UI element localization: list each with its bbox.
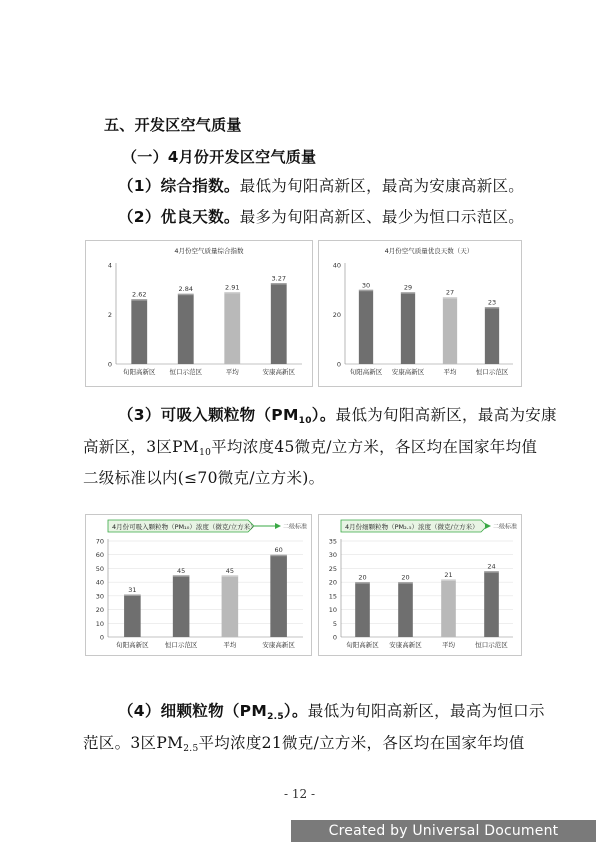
chart-pm10-svg: [86, 515, 311, 655]
x-tick-label: 恒口示范区: [475, 641, 508, 649]
data-label: 30: [361, 281, 371, 290]
data-label: 2.84: [178, 285, 193, 294]
y-tick-label: 70: [95, 537, 104, 546]
item-label: （2）优良天数。: [118, 208, 240, 226]
item-label: （1）综合指数。: [118, 177, 240, 195]
data-label: 20: [358, 573, 367, 582]
bar-highlight: [443, 297, 457, 299]
chart-good-days-svg: [319, 241, 521, 386]
y-tick-label: 5: [332, 619, 337, 628]
bar: [270, 555, 287, 637]
bar: [222, 575, 239, 637]
reference-label: 二级标准: [283, 523, 308, 531]
chart-pm25-svg: [319, 515, 521, 655]
paragraph-pm10-line2: 高新区，3区$PM_{10}$平均浓度45微克/立方米，各区均在国家年均值: [83, 438, 538, 458]
subsection-title: （一）4月份开发区空气质量: [122, 148, 317, 166]
x-tick-label: 恒口示范区: [169, 368, 202, 376]
chart-good-days: [318, 240, 522, 387]
bar: [398, 582, 413, 637]
data-label: 60: [274, 546, 283, 555]
y-tick-label: 0: [336, 360, 341, 369]
data-label: 24: [487, 562, 496, 571]
x-tick-label: 平均: [442, 641, 455, 649]
y-tick-label: 0: [107, 360, 112, 369]
item-label: （3）可吸入颗粒物$(PM_{10})$。: [118, 406, 336, 426]
y-tick-label: 10: [328, 606, 337, 615]
x-tick-label: 安康高新区: [391, 368, 425, 376]
bar: [131, 299, 147, 364]
bar: [355, 582, 370, 637]
section-title: 五、开发区空气质量: [104, 116, 242, 134]
data-label: 21: [444, 570, 453, 579]
item-text: 最多为旬阳高新区、最少为恒口示范区。: [239, 208, 525, 226]
data-label: 31: [128, 585, 137, 594]
paragraph-good-days: [118, 206, 525, 228]
bar: [443, 297, 457, 364]
y-tick-label: 20: [328, 578, 337, 587]
y-tick-label: 15: [328, 592, 337, 601]
data-label: 23: [487, 298, 497, 307]
bar: [401, 292, 415, 364]
bar: [178, 294, 194, 364]
data-label: 45: [225, 566, 235, 575]
y-tick-label: 30: [328, 551, 337, 560]
paragraph-pm25-line2: 范区。3区$PM_{2.5}$平均浓度21微克/立方米，各区均在国家年均值: [83, 734, 525, 754]
x-tick-label: 平均: [225, 368, 239, 376]
bar: [485, 307, 499, 364]
y-tick-label: 60: [95, 551, 104, 560]
page-number: - 12 -: [283, 787, 315, 801]
y-tick-label: 25: [328, 564, 337, 573]
x-tick-label: 恒口示范区: [164, 641, 198, 649]
data-label: 2.62: [132, 290, 147, 299]
y-tick-label: 40: [95, 578, 104, 587]
reference-arrow-icon: [485, 523, 491, 529]
bar-highlight: [224, 292, 240, 294]
x-tick-label: 安康高新区: [262, 368, 295, 376]
y-tick-label: 4: [107, 261, 112, 270]
paragraph-pm10-line3: 二级标准以内(≤70微克/立方米)。: [83, 469, 325, 487]
chart-title: 4月份空气质量综合指数: [174, 247, 244, 255]
bar-highlight: [485, 307, 499, 309]
reference-arrow-icon: [275, 523, 281, 529]
y-tick-label: 10: [95, 619, 104, 628]
data-label: 45: [176, 566, 186, 575]
x-tick-label: 旬阳高新区: [116, 641, 149, 649]
bar-highlight: [178, 294, 194, 296]
x-tick-label: 旬阳高新区: [349, 368, 383, 376]
x-tick-label: 平均: [443, 368, 457, 376]
bar: [271, 283, 287, 364]
y-tick-label: 30: [95, 592, 104, 601]
bar-highlight: [222, 575, 239, 577]
x-tick-label: 安康高新区: [262, 641, 295, 649]
chart-title: 4月份空气质量优良天数（天）: [384, 247, 474, 255]
data-label: 3.27: [271, 274, 286, 283]
paragraph-pm10-line1: [118, 404, 557, 432]
y-tick-label: 40: [332, 261, 341, 270]
bar: [224, 292, 240, 364]
chart-pm25: [318, 514, 522, 656]
y-tick-label: 0: [332, 633, 337, 642]
y-tick-label: 2: [107, 311, 112, 319]
data-label: 27: [445, 288, 455, 297]
x-tick-label: 旬阳高新区: [123, 368, 156, 376]
bar-highlight: [401, 292, 415, 294]
bar: [359, 290, 373, 364]
paragraph-pm25-line1: [118, 700, 545, 728]
data-label: 29: [403, 283, 413, 292]
chart-composite-index: [85, 240, 313, 387]
bar-highlight: [131, 299, 147, 301]
item-text: 最低为旬阳高新区，最高为安康: [335, 406, 557, 424]
bar-highlight: [124, 594, 141, 596]
bar-highlight: [359, 290, 373, 292]
bar: [124, 594, 141, 637]
data-label: 20: [401, 573, 410, 582]
bar: [484, 571, 499, 637]
bar-highlight: [173, 575, 190, 577]
bar-highlight: [270, 555, 287, 557]
y-tick-label: 35: [328, 537, 337, 546]
x-tick-label: 安康高新区: [389, 641, 422, 649]
watermark-banner: Created by Universal Document Converter: [291, 820, 596, 842]
bar-highlight: [441, 579, 456, 581]
x-tick-label: 旬阳高新区: [346, 641, 379, 649]
item-label: （4）细颗粒物$(PM_{2.5})$。: [118, 702, 308, 722]
bar-highlight: [355, 582, 370, 584]
y-tick-label: 0: [99, 633, 104, 642]
item-text: 最低为旬阳高新区，最高为安康高新区。: [239, 177, 525, 195]
reference-label: 二级标准: [493, 523, 518, 531]
bar: [173, 575, 190, 637]
chart-title: 4月份细颗粒物（PM₂.₅）浓度（微克/立方米）: [345, 523, 479, 531]
y-tick-label: 20: [332, 311, 341, 319]
data-label: 2.91: [225, 283, 240, 292]
y-tick-label: 20: [95, 606, 104, 615]
x-tick-label: 恒口示范区: [475, 368, 509, 376]
bar: [441, 579, 456, 637]
chart-pm10: [85, 514, 312, 656]
x-tick-label: 平均: [223, 641, 237, 649]
bar-highlight: [271, 283, 287, 285]
chart-title: 4月份可吸入颗粒物（PM₁₀）浓度（微克/立方米）: [112, 523, 257, 531]
bar-highlight: [484, 571, 499, 573]
paragraph-composite-index: [118, 175, 525, 197]
bar-highlight: [398, 582, 413, 584]
y-tick-label: 50: [95, 564, 104, 573]
item-text: 最低为旬阳高新区，最高为恒口示: [307, 702, 545, 720]
chart-composite-index-svg: [86, 241, 312, 386]
